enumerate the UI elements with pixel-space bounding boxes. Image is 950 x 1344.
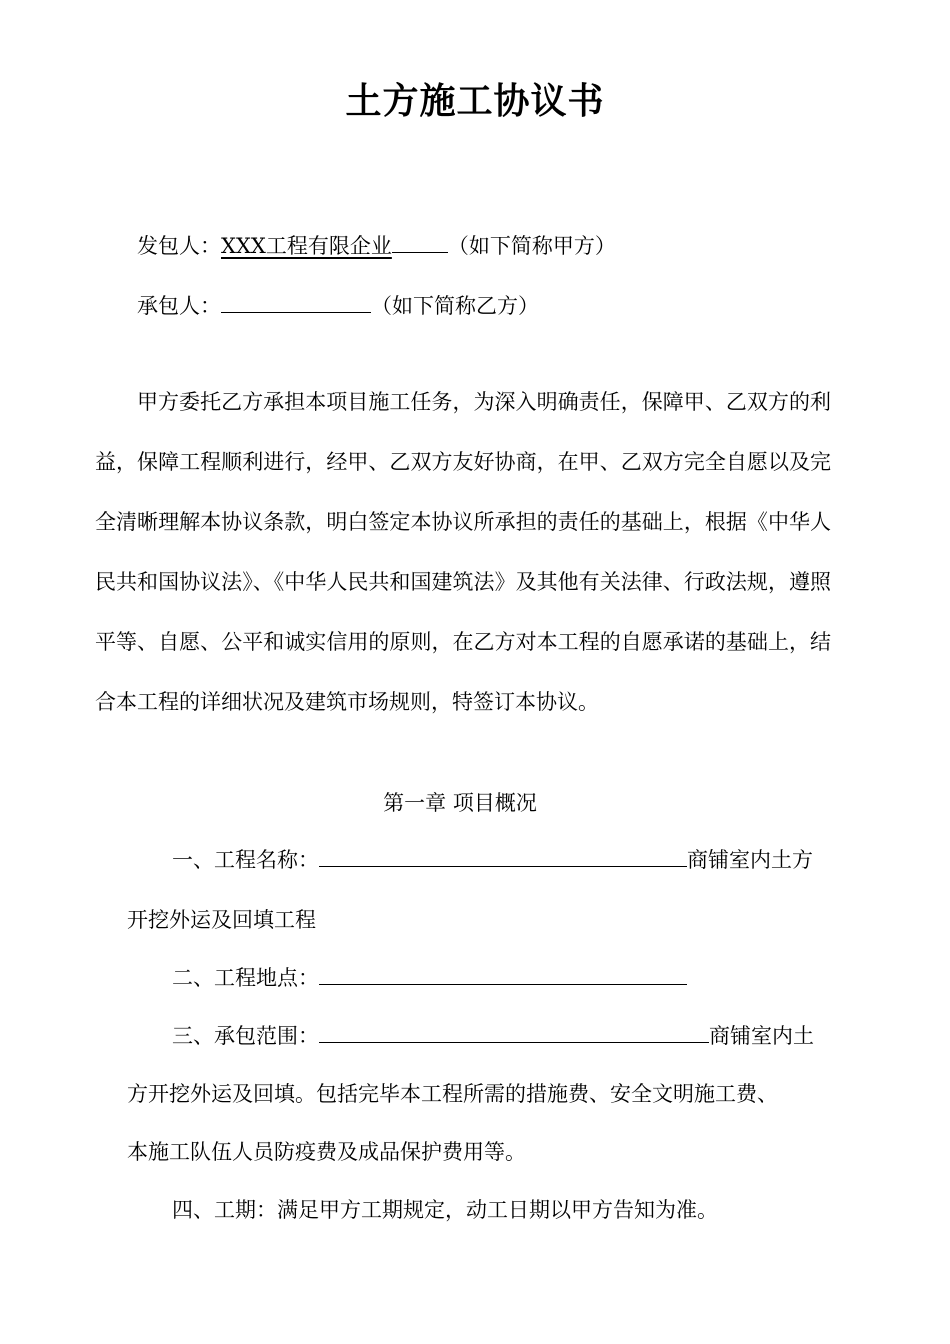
item-scope-line3: 本施工队伍人员防疫费及成品保护费用等。 bbox=[127, 1140, 526, 1164]
item-scope-line1 bbox=[172, 1006, 814, 1066]
chapter-title: 第一章 项目概况 bbox=[383, 791, 537, 815]
preamble-paragraph: 甲方委托乙方承担本项目施工任务，为深入明确责任，保障甲、乙双方的利益，保障工程顺利进行，经甲、乙双方友好协商，在甲、乙双方完全自愿以及完全清晰理解本协议条款，明白签定本协议所承担的责任的基础上，根据《中华人民共和国协议法》、《中华人民共和国建筑法》及其他有关法律、行政法规，遵照平等、自愿、公平和诚实信用的原则，在乙方对本工程的自愿承诺的基础上，结合本工程的详细状况及建筑市场规则，特签订本协议。 bbox=[95, 390, 831, 714]
contractor-label: 承包人： bbox=[137, 294, 221, 318]
item-name-value: 商铺室内土方 bbox=[687, 848, 813, 872]
employer-blank bbox=[392, 228, 448, 253]
item-name-label: 一、工程名称： bbox=[172, 848, 319, 872]
item-location-blank bbox=[319, 960, 687, 985]
item-scope-line2: 方开挖外运及回填。包括完毕本工程所需的措施费、安全文明施工费、 bbox=[127, 1082, 778, 1106]
document-title: 土方施工协议书 bbox=[345, 81, 605, 122]
item-scope-value: 商铺室内土 bbox=[709, 1024, 814, 1048]
item-name-line2: 开挖外运及回填工程 bbox=[127, 908, 316, 932]
item-scope-label: 三、承包范围： bbox=[172, 1024, 319, 1048]
item-location-label: 二、工程地点： bbox=[172, 966, 319, 990]
contractor-line bbox=[137, 288, 539, 321]
item-name-blank bbox=[319, 842, 687, 867]
employer-label: 发包人： bbox=[137, 234, 221, 258]
item-period-line: 四、工期：满足甲方工期规定，动工日期以甲方告知为准。 bbox=[172, 1198, 718, 1222]
employer-name: XXX工程有限企业 bbox=[221, 234, 392, 258]
item-scope-blank bbox=[319, 1018, 709, 1043]
employer-suffix: （如下简称甲方） bbox=[447, 234, 616, 258]
item-name-line1 bbox=[172, 830, 813, 890]
employer-line bbox=[137, 228, 616, 261]
item-location-line bbox=[172, 948, 687, 1008]
contractor-blank bbox=[221, 288, 371, 313]
contractor-suffix: （如下简称乙方） bbox=[371, 294, 539, 318]
